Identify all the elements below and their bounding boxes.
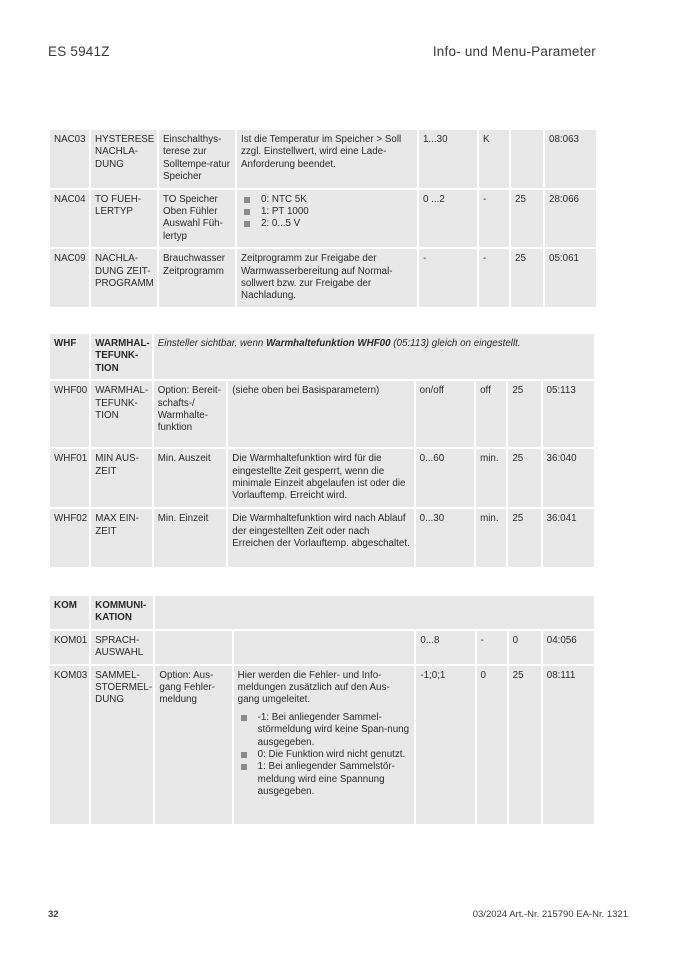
param-name: SPRACH-AUSWAHL — [91, 631, 153, 664]
param-desc: Option: Bereit-schafts-/ Warmhalte-funktion — [154, 381, 227, 447]
whf-parameter-table — [48, 332, 596, 569]
param-text — [234, 631, 415, 664]
param-code: WHF01 — [50, 449, 89, 507]
param-range: - — [419, 249, 477, 307]
table-row — [50, 130, 596, 188]
param-text-intro: Hier werden die Fehler- und Info-meldungen zusätzlich auf den Aus-gang umgeleitet. — [237, 669, 390, 706]
option-item: 0: Die Funktion wird nicht genutzt. — [238, 749, 412, 761]
table-row — [50, 190, 596, 248]
param-default: 25 — [509, 666, 541, 824]
kom-parameter-table — [48, 594, 596, 826]
param-unit: min. — [476, 509, 506, 567]
param-default: 25 — [508, 509, 540, 567]
footer-info: 03/2024 Art.-Nr. 215790 EA-Nr. 1321 — [472, 909, 628, 920]
table-row — [50, 666, 594, 824]
nac-parameter-table — [48, 128, 598, 309]
param-address: 08:063 — [545, 130, 596, 188]
note-text: (05:113) gleich on eingestellt. — [390, 338, 521, 349]
param-range: 0...30 — [416, 509, 474, 567]
param-code: NAC09 — [50, 249, 89, 307]
param-unit: - — [479, 249, 509, 307]
param-address: 08:111 — [543, 666, 594, 824]
option-item: 1: PT 1000 — [241, 206, 414, 218]
param-unit: - — [479, 190, 509, 248]
param-address: 36:040 — [543, 449, 594, 507]
param-range: -1;0;1 — [416, 666, 474, 824]
param-name: TO FUEH-LERTYP — [91, 190, 157, 248]
note-emphasis: Warmhaltefunktion WHF00 — [266, 338, 391, 349]
param-range: 1...30 — [419, 130, 477, 188]
param-name: SAMMEL-STOERMEL-DUNG — [91, 666, 153, 824]
document-code: ES 5941Z — [48, 44, 110, 59]
param-address: 28:066 — [545, 190, 596, 248]
param-text — [234, 666, 415, 824]
option-item: 2: 0...5 V — [241, 218, 414, 230]
param-unit: 0 — [477, 666, 507, 824]
table-row — [50, 449, 594, 507]
param-unit: off — [476, 381, 506, 447]
param-desc: Brauchwasser Zeitprogramm — [159, 249, 235, 307]
param-name: WARMHAL-TEFUNK-TION — [91, 381, 151, 447]
table-row — [50, 381, 594, 447]
param-address: 04:056 — [543, 631, 594, 664]
param-desc: Min. Einzeit — [154, 509, 227, 567]
group-name: KOMMUNI-KATION — [91, 596, 153, 629]
param-code: WHF00 — [50, 381, 89, 447]
note-text: Einsteller sichtbar, wenn — [157, 338, 267, 349]
param-desc: TO Speicher Oben Fühler Auswahl Füh-lertyp — [159, 190, 235, 248]
param-default: 25 — [508, 449, 540, 507]
param-default: 25 — [511, 249, 543, 307]
group-note — [154, 334, 594, 379]
param-text: Die Warmhaltefunktion wird nach Ablauf der eingestellten Zeit oder nach Erreichen der Vorlauftemp. abgeschaltet. — [228, 509, 413, 567]
param-name: MIN AUS-ZEIT — [91, 449, 151, 507]
param-desc: Einschalthys-terese zur Solltempe-ratur Speicher — [159, 130, 235, 188]
group-name: WARMHAL-TEFUNK-TION — [91, 334, 151, 379]
group-note — [155, 596, 594, 629]
table-row — [50, 631, 594, 664]
param-desc — [155, 631, 231, 664]
param-address: 36:041 — [543, 509, 594, 567]
page-number: 32 — [48, 909, 59, 920]
param-code: NAC04 — [50, 190, 89, 248]
option-item: 0: NTC 5K — [241, 194, 414, 206]
param-code: NAC03 — [50, 130, 89, 188]
param-unit: min. — [476, 449, 506, 507]
param-default: 0 — [509, 631, 541, 664]
group-header-row — [50, 596, 594, 629]
param-text: (siehe oben bei Basisparametern) — [228, 381, 413, 447]
param-range: 0 ...2 — [419, 190, 477, 248]
param-range: 0...8 — [416, 631, 474, 664]
table-row — [50, 509, 594, 567]
param-desc: Min. Auszeit — [154, 449, 227, 507]
option-item: 1: Bei anliegender Sammelstör-meldung wird eine Spannung ausgegeben. — [238, 761, 412, 798]
param-unit: - — [477, 631, 507, 664]
param-address: 05:061 — [545, 249, 596, 307]
param-code: WHF02 — [50, 509, 89, 567]
section-title: Info- und Menu-Parameter — [432, 44, 596, 59]
param-name: NACHLA-DUNG ZEIT-PROGRAMM — [91, 249, 157, 307]
param-code: KOM01 — [50, 631, 89, 664]
param-address: 05:113 — [543, 381, 594, 447]
group-code: WHF — [50, 334, 89, 379]
group-code: KOM — [50, 596, 89, 629]
param-unit: K — [479, 130, 509, 188]
param-range: on/off — [416, 381, 474, 447]
param-desc: Option: Aus-gang Fehler-meldung — [155, 666, 231, 824]
param-text: Ist die Temperatur im Speicher > Soll zzgl. Einstellwert, wird eine Lade-Anforderung beendet. — [237, 130, 417, 188]
param-default: 25 — [511, 190, 543, 248]
param-default: 25 — [508, 381, 540, 447]
param-code: KOM03 — [50, 666, 89, 824]
param-text: Die Warmhaltefunktion wird für die eingestellte Zeit gesperrt, wenn die minimale Einzeit abgelaufen ist oder die Vorlauftemp. Erreicht wird. — [228, 449, 413, 507]
group-header-row — [50, 334, 594, 379]
param-text: Zeitprogramm zur Freigabe der Warmwasserbereitung auf Normal-sollwert bzw. zur Freigabe der Nachladung. — [237, 249, 417, 307]
param-range: 0...60 — [416, 449, 474, 507]
table-row — [50, 249, 596, 307]
param-name: MAX EIN-ZEIT — [91, 509, 151, 567]
param-default — [511, 130, 543, 188]
param-options — [237, 190, 417, 248]
param-name: HYSTERESE NACHLA-DUNG — [91, 130, 157, 188]
option-item: -1: Bei anliegender Sammel-störmeldung wird keine Span-nung ausgegeben. — [238, 712, 412, 749]
